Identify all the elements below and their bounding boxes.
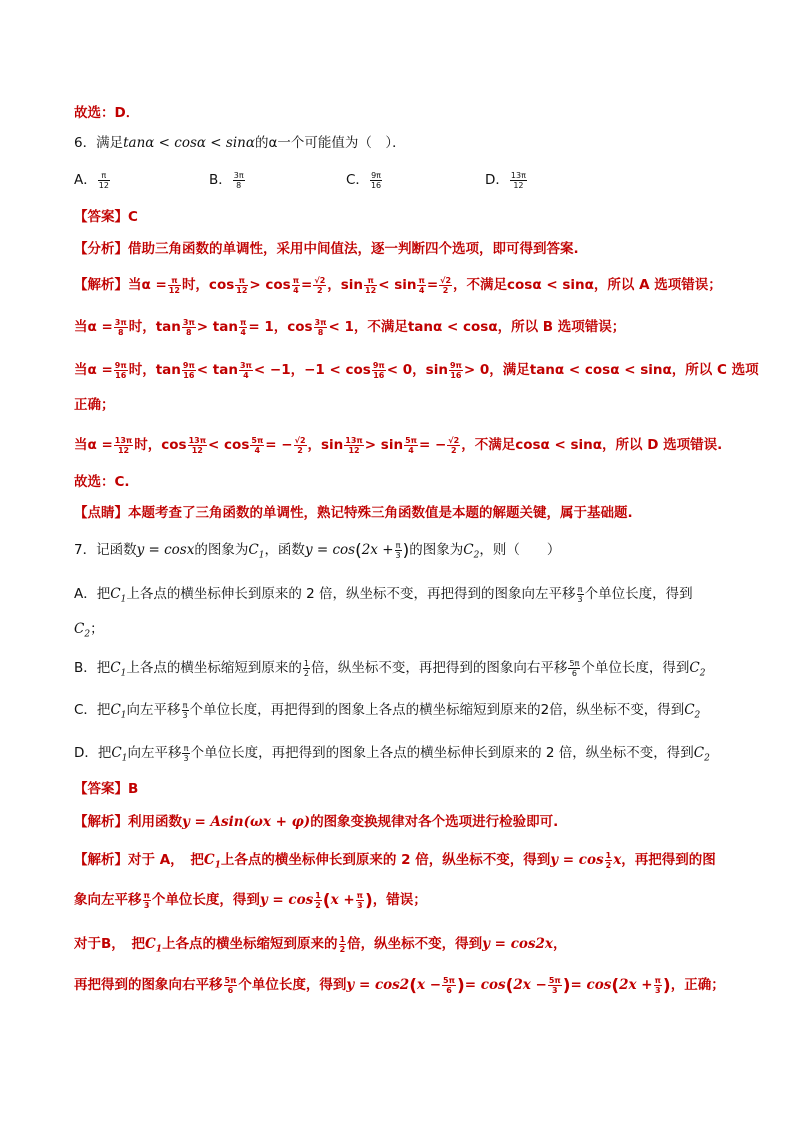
q7-solution-2: 象向左平移 $\frac{\pi}{3}$ 个单位长度，得到y = cos $\frac{1}{2}$ (x + $\frac{\pi}{3}$ )，错误； bbox=[74, 890, 427, 911]
prev-answer: 故选：D． bbox=[74, 105, 140, 121]
q6-comment: 【点睛】本题考查了三角函数的单调性，熟记特殊三角函数值是本题的解题关键，属于基础题. bbox=[74, 505, 633, 521]
q7-option-b: B．把$C_1$上各点的横坐标缩短到原来的 $\frac{1}{2}$ 倍，纵坐标不变，再把得到的图象向右平移 $\frac{5\pi}{6}$ 个单位长度，得到$C_2$ bbox=[74, 658, 706, 679]
q7-analysis: 【解析】利用函数y = Asin(ωx + φ)的图象变换规律对各个选项进行检验即可. bbox=[74, 814, 559, 830]
q6-answer bbox=[74, 207, 138, 227]
q6-stem bbox=[74, 133, 406, 153]
q6-stem-suffix: 的α一个可能值为（ ）． bbox=[254, 135, 406, 151]
q6-solution-c: 当α = $\frac{9\pi}{16}$ 时，tan $\frac{9\pi}{16}$ < tan $\frac{3\pi}{4}$ < −1，−1 < cos $\frac{9\pi}{16}$ < 0，sin $\frac{9\pi}{16}$ > 0，满足tanα < cosα < sinα，所以 C 选项 bbox=[74, 360, 759, 380]
q7-option-a-cont: $C_2$； bbox=[74, 621, 104, 640]
answer-tag: 【答案】 bbox=[74, 209, 128, 225]
q7-answer: 【答案】B bbox=[74, 781, 139, 797]
q6-analysis: 【分析】借助三角函数的单调性，采用中间值法，逐一判断四个选项，即可得到答案. bbox=[74, 241, 579, 257]
q6-final-answer: 故选：C. bbox=[74, 474, 130, 490]
q7-option-a: A．把$C_1$上各点的横坐标伸长到原来的 2 倍，纵坐标不变，再把得到的图象向左平移 $\frac{\pi}{3}$ 个单位长度，得到 bbox=[74, 584, 693, 605]
q7-solution-1: 【解析】对于 A， 把$C_1$上各点的横坐标伸长到原来的 2 倍，纵坐标不变，得到y = cos $\frac{1}{2}$ x，再把得到的图 bbox=[74, 850, 716, 871]
q6-option-d: D． $\frac{13\pi}{12}$ bbox=[485, 170, 526, 190]
q6-solution-c-cont: 正确； bbox=[74, 397, 115, 413]
q6-option-c: C． $\frac{9\pi}{16}$ bbox=[346, 170, 382, 190]
answer-value: C bbox=[128, 209, 138, 225]
q7-solution-4: 再把得到的图象向右平移 $\frac{5\pi}{6}$ 个单位长度，得到y = cos2(x − $\frac{5\pi}{6}$ )= cos(2x − $\frac{5\pi}{3}$ )= cos(2x + $\frac{\pi}{3}$ )，正确； bbox=[74, 975, 725, 996]
q6-stem-math: tanα < cosα < sinα bbox=[123, 135, 255, 151]
q6-option-a: A． $\frac{\pi}{12}$ bbox=[74, 170, 109, 190]
q6-stem-prefix: 6．满足 bbox=[74, 135, 124, 151]
q6-option-b: B． $\frac{3\pi}{8}$ bbox=[209, 170, 244, 190]
q7-stem: 7．记函数y = cosx的图象为$C_1$，函数y = cos(2x + $\frac{\pi}{3}$ )的图象为$C_2$，则（ ） bbox=[74, 540, 561, 561]
q6-solution-d: 当α = $\frac{13\pi}{12}$ 时，cos $\frac{13\pi}{12}$ < cos $\frac{5\pi}{4}$ = − $\frac{√2}{2}$ ，sin $\frac{13\pi}{12}$ > sin $\frac{5\pi}{4}$ = − $\frac{√2}{2}$ ，不满足cosα < sinα，所以 D 选项错误. bbox=[74, 435, 723, 455]
q6-solution-b: 当α = $\frac{3\pi}{8}$ 时，tan $\frac{3\pi}{8}$ > tan $\frac{\pi}{4}$ = 1，cos $\frac{3\pi}{8}$ < 1，不满足tanα < cosα，所以 B 选项错误； bbox=[74, 317, 626, 337]
q7-option-d: D．把$C_1$向左平移 $\frac{\pi}{3}$ 个单位长度，再把得到的图象上各点的横坐标伸长到原来的 2 倍，纵坐标不变，得到$C_2$ bbox=[74, 743, 710, 764]
q6-solution-a: 【解析】当α = $\frac{\pi}{12}$ 时，cos $\frac{\pi}{12}$ > cos $\frac{\pi}{4}$ = $\frac{√2}{2}$ ，sin $\frac{\pi}{12}$ < sin $\frac{\pi}{4}$ = $\frac{√2}{2}$ ，不满足cosα < sinα，所以 A 选项错误； bbox=[74, 275, 722, 295]
q7-option-c: C．把$C_1$向左平移 $\frac{\pi}{3}$ 个单位长度，再把得到的图象上各点的横坐标缩短到原来的2倍，纵坐标不变，得到$C_2$ bbox=[74, 700, 701, 721]
q7-solution-3: 对于B， 把$C_1$上各点的横坐标缩短到原来的 $\frac{1}{2}$ 倍，纵坐标不变，得到y = cos2x， bbox=[74, 934, 567, 955]
